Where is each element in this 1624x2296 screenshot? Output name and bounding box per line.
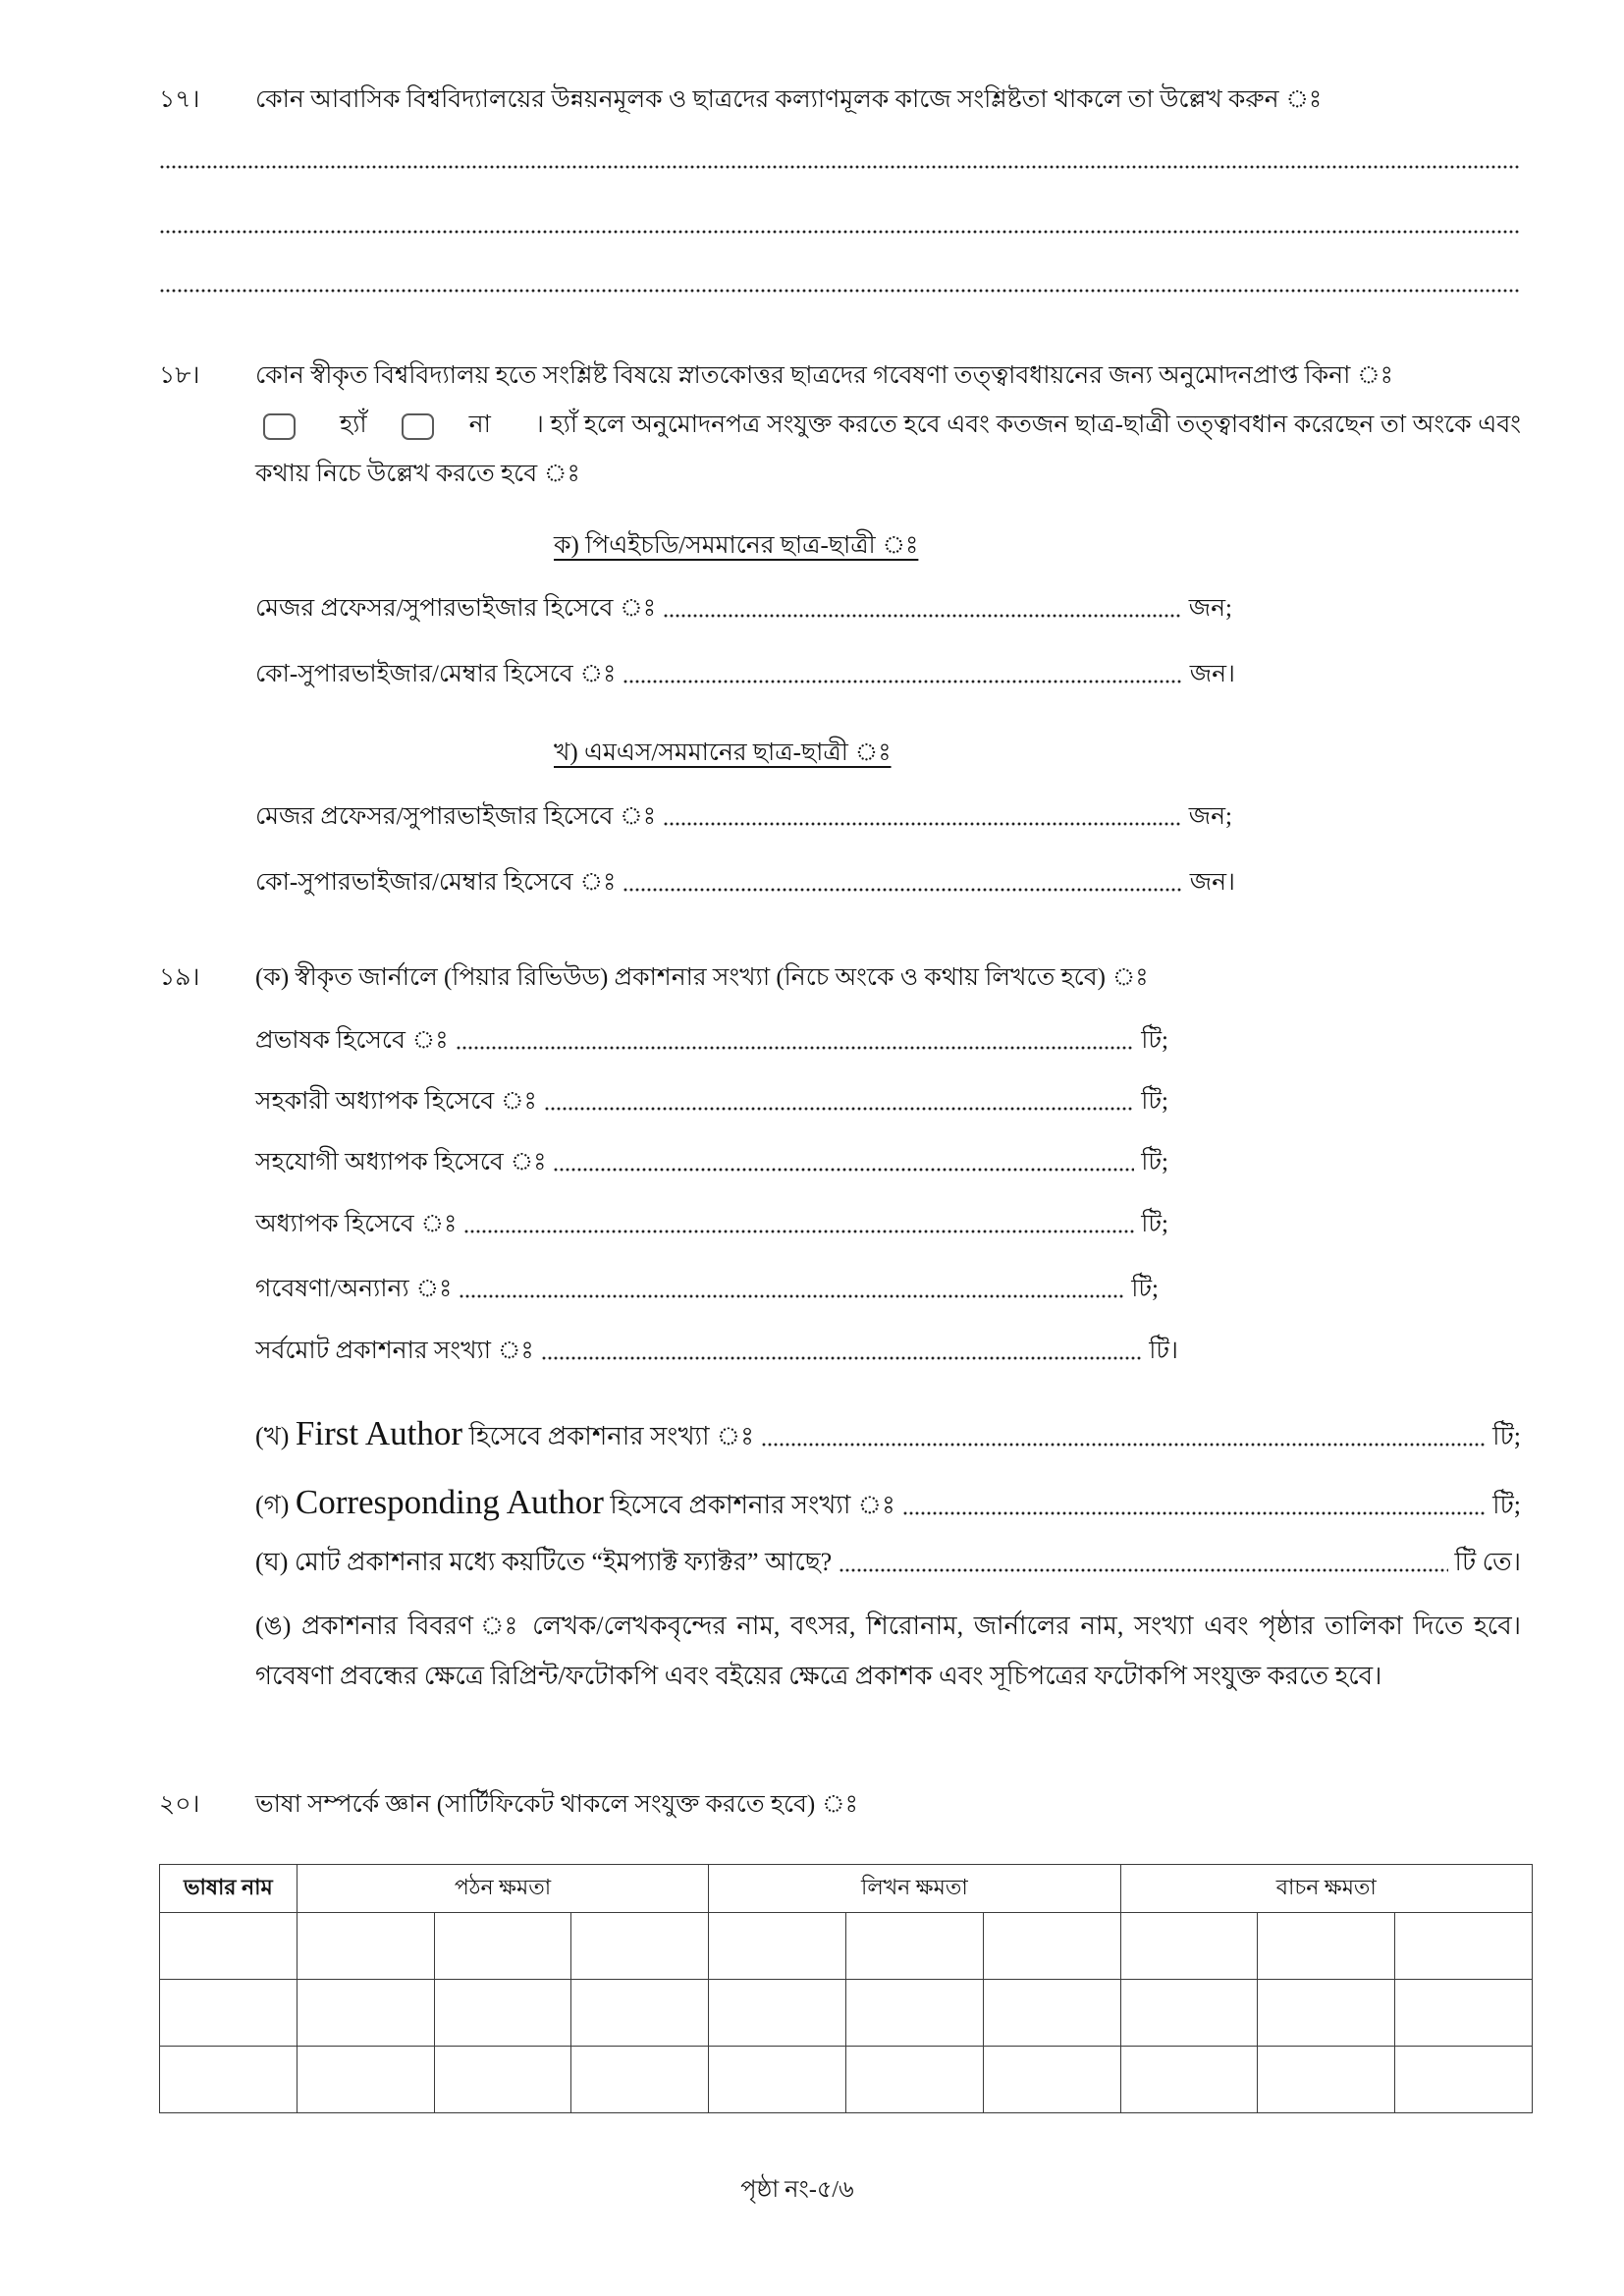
associate-professor-publications-row <box>255 1138 1168 1187</box>
table-cell <box>571 1980 709 2047</box>
research-other-publications-row <box>255 1265 1159 1314</box>
row-label <box>255 1478 895 1530</box>
ms-students-heading: খ) এমএস/সমমানের ছাত্র-ছাত্রী ঃ <box>554 739 892 766</box>
fill-in-blank <box>623 650 1182 699</box>
row-label: মেজর প্রফেসর/সুপারভাইজার হিসেবে ঃ <box>255 803 657 830</box>
lecturer-publications-row <box>255 1016 1168 1066</box>
item-17-question: কোন আবাসিক বিশ্ববিদ্যালয়ের উন্নয়নমূলক ও ছাত্রদের কল্যাণমূলক কাজে সংশ্লিষ্টতা থাকলে তা উল্লেখ করুন ঃ <box>255 86 1323 113</box>
row-label <box>255 1409 754 1461</box>
row-label: সহকারী অধ্যাপক হিসেবে ঃ <box>255 1088 537 1115</box>
row-label: (ঘ) মোট প্রকাশনার মধ্যে কয়টিতে “ইমপ্যাক্ট ফ্যাক্টর” আছে? <box>255 1548 833 1576</box>
item-18-number: ১৮। <box>159 362 200 389</box>
professor-publications-row <box>255 1200 1168 1249</box>
table-cell <box>983 1913 1120 1980</box>
table-cell <box>297 1980 434 2047</box>
fill-in-blank <box>553 1138 1134 1187</box>
table-cell <box>1395 2047 1533 2113</box>
language-skills-table <box>159 1864 1533 2113</box>
table-cell <box>1258 1913 1395 1980</box>
header-writing-ability: লিখন ক্ষমতা <box>709 1865 1120 1913</box>
row-suffix: জন। <box>1189 869 1235 896</box>
table-cell <box>1395 1980 1533 2047</box>
page-number: পৃষ্ঠা নং-৫/৬ <box>740 2177 854 2203</box>
fill-in-blank <box>463 1200 1134 1249</box>
option-separator: । <box>534 411 544 438</box>
ms-major-professor-row <box>255 793 1232 842</box>
yes-checkbox[interactable] <box>263 413 296 440</box>
table-row <box>160 1980 1533 2047</box>
table-cell <box>1120 2047 1258 2113</box>
corresponding-author-publications-row <box>255 1478 1521 1531</box>
part-c-prefix: (গ) <box>255 1491 290 1519</box>
first-author-publications-row <box>255 1409 1521 1462</box>
header-language-name: ভাষার নাম <box>160 1865 298 1913</box>
row-suffix: জন। <box>1189 661 1235 687</box>
table-header-row <box>160 1865 1533 1913</box>
row-label: কো-সুপারভাইজার/মেম্বার হিসেবে ঃ <box>255 661 617 687</box>
table-cell <box>709 2047 846 2113</box>
row-label: প্রভাষক হিসেবে ঃ <box>255 1027 449 1054</box>
item-20-question: ভাষা সম্পর্কে জ্ঞান (সার্টিফিকেট থাকলে সংযুক্ত করতে হবে) ঃ <box>255 1791 858 1818</box>
fill-in-blank <box>663 584 1182 633</box>
yes-label: হ্যাঁ <box>340 411 367 438</box>
total-publications-row <box>255 1327 1178 1376</box>
row-suffix: টি; <box>1141 1088 1168 1115</box>
row-label: সর্বমোট প্রকাশনার সংখ্যা ঃ <box>255 1338 534 1364</box>
item-18-question-text: কোন স্বীকৃত বিশ্ববিদ্যালয় হতে সংশ্লিষ্ট বিষয়ে স্নাতকোত্তর ছাত্রদের গবেষণা তত্ত্বাবধায়নের জন্য অনুমোদনপ্রাপ্ত কিনা ঃ <box>255 362 1394 389</box>
table-cell <box>983 2047 1120 2113</box>
table-cell <box>1395 1913 1533 1980</box>
part-c-label: হিসেবে প্রকাশনার সংখ্যা ঃ <box>610 1491 895 1519</box>
row-suffix: টি; <box>1492 1422 1521 1450</box>
table-cell <box>983 1980 1120 2047</box>
table-cell <box>571 1913 709 1980</box>
table-cell <box>434 1980 571 2047</box>
phd-co-supervisor-row <box>255 650 1235 699</box>
table-cell <box>845 2047 983 2113</box>
row-label: কো-সুপারভাইজার/মেম্বার হিসেবে ঃ <box>255 869 617 896</box>
header-speaking-ability: বাচন ক্ষমতা <box>1120 1865 1532 1913</box>
fill-in-blank <box>541 1327 1143 1376</box>
ms-co-supervisor-row <box>255 858 1235 907</box>
fill-in-blank <box>902 1482 1486 1531</box>
item-17-number: ১৭। <box>159 86 200 113</box>
table-cell <box>709 1980 846 2047</box>
assistant-professor-publications-row <box>255 1077 1168 1126</box>
table-cell <box>160 1980 298 2047</box>
item-17-blank-line <box>159 165 1521 169</box>
table-cell <box>434 2047 571 2113</box>
table-cell <box>1120 1913 1258 1980</box>
row-suffix: টি তে। <box>1454 1548 1521 1576</box>
table-cell <box>297 1913 434 1980</box>
item-20-number: ২০। <box>159 1791 200 1818</box>
table-cell <box>1258 1980 1395 2047</box>
row-suffix: টি; <box>1492 1491 1521 1519</box>
item-19-number: ১৯। <box>159 964 200 991</box>
fill-in-blank <box>761 1413 1486 1462</box>
row-suffix: টি; <box>1131 1276 1159 1302</box>
fill-in-blank <box>459 1265 1124 1314</box>
fill-in-blank <box>663 793 1182 842</box>
table-cell <box>160 2047 298 2113</box>
first-author-term: First Author <box>295 1414 463 1452</box>
row-label: অধ্যাপক হিসেবে ঃ <box>255 1211 458 1237</box>
table-cell <box>1120 1980 1258 2047</box>
table-cell <box>571 2047 709 2113</box>
item-17-blank-line <box>159 289 1521 293</box>
table-cell <box>709 1913 846 1980</box>
no-label: না <box>468 411 491 438</box>
impact-factor-publications-row <box>255 1538 1521 1588</box>
row-suffix: টি; <box>1141 1149 1168 1175</box>
row-label: সহযোগী অধ্যাপক হিসেবে ঃ <box>255 1149 547 1175</box>
row-suffix: টি। <box>1149 1338 1178 1364</box>
fill-in-blank <box>839 1539 1447 1588</box>
item-17-blank-line <box>159 230 1521 234</box>
row-suffix: টি; <box>1141 1027 1168 1054</box>
header-reading-ability: পঠন ক্ষমতা <box>297 1865 708 1913</box>
no-checkbox[interactable] <box>402 413 434 440</box>
part-b-prefix: (খ) <box>255 1422 290 1450</box>
publication-details-instruction: (ঙ) প্রকাশনার বিবরণ ঃ লেখক/লেখকবৃন্দের নাম, বৎসর, শিরোনাম, জার্নালের নাম, সংখ্যা এবং পৃষ্ঠার তালিকা দিতে হবে। গবেষণা প্রবন্ধের ক্ষেত্রে রিপ্রিন্ট/ফটোকপি এবং বইয়ের ক্ষেত্রে প্রকাশক এবং সূচিপত্রের ফটোকপি সংযুক্ত করতে হবে। <box>255 1612 1521 1690</box>
item-18-instruction: হ্যাঁ হলে অনুমোদনপত্র সংযুক্ত করতে হবে এবং কতজন ছাত্র-ছাত্রী তত্ত্বাবধান করেছেন তা অংকে এবং কথায় নিচে উল্লেখ করতে হবে ঃ <box>255 411 1521 487</box>
row-suffix: টি; <box>1141 1211 1168 1237</box>
row-label: মেজর প্রফেসর/সুপারভাইজার হিসেবে ঃ <box>255 595 657 622</box>
fill-in-blank <box>456 1016 1135 1066</box>
table-cell <box>845 1913 983 1980</box>
part-b-label: হিসেবে প্রকাশনার সংখ্যা ঃ <box>468 1422 755 1450</box>
table-cell <box>160 1913 298 1980</box>
row-label: গবেষণা/অন্যান্য ঃ <box>255 1276 453 1302</box>
table-cell <box>434 1913 571 1980</box>
row-suffix: জন; <box>1188 595 1232 622</box>
table-row <box>160 2047 1533 2113</box>
table-row <box>160 1913 1533 1980</box>
table-cell <box>1258 2047 1395 2113</box>
fill-in-blank <box>544 1077 1134 1126</box>
phd-major-professor-row <box>255 584 1232 633</box>
item-19-part-a-question: (ক) স্বীকৃত জার্নালে (পিয়ার রিভিউড) প্রকাশনার সংখ্যা (নিচে অংকে ও কথায় লিখতে হবে) ঃ <box>255 964 1149 991</box>
table-cell <box>845 1980 983 2047</box>
row-suffix: জন; <box>1188 803 1232 830</box>
item-18-question <box>255 352 1521 499</box>
phd-students-heading: ক) পিএইচডি/সমমানের ছাত্র-ছাত্রী ঃ <box>554 532 919 559</box>
fill-in-blank <box>623 858 1182 907</box>
corresponding-author-term: Corresponding Author <box>295 1483 604 1521</box>
table-cell <box>297 2047 434 2113</box>
